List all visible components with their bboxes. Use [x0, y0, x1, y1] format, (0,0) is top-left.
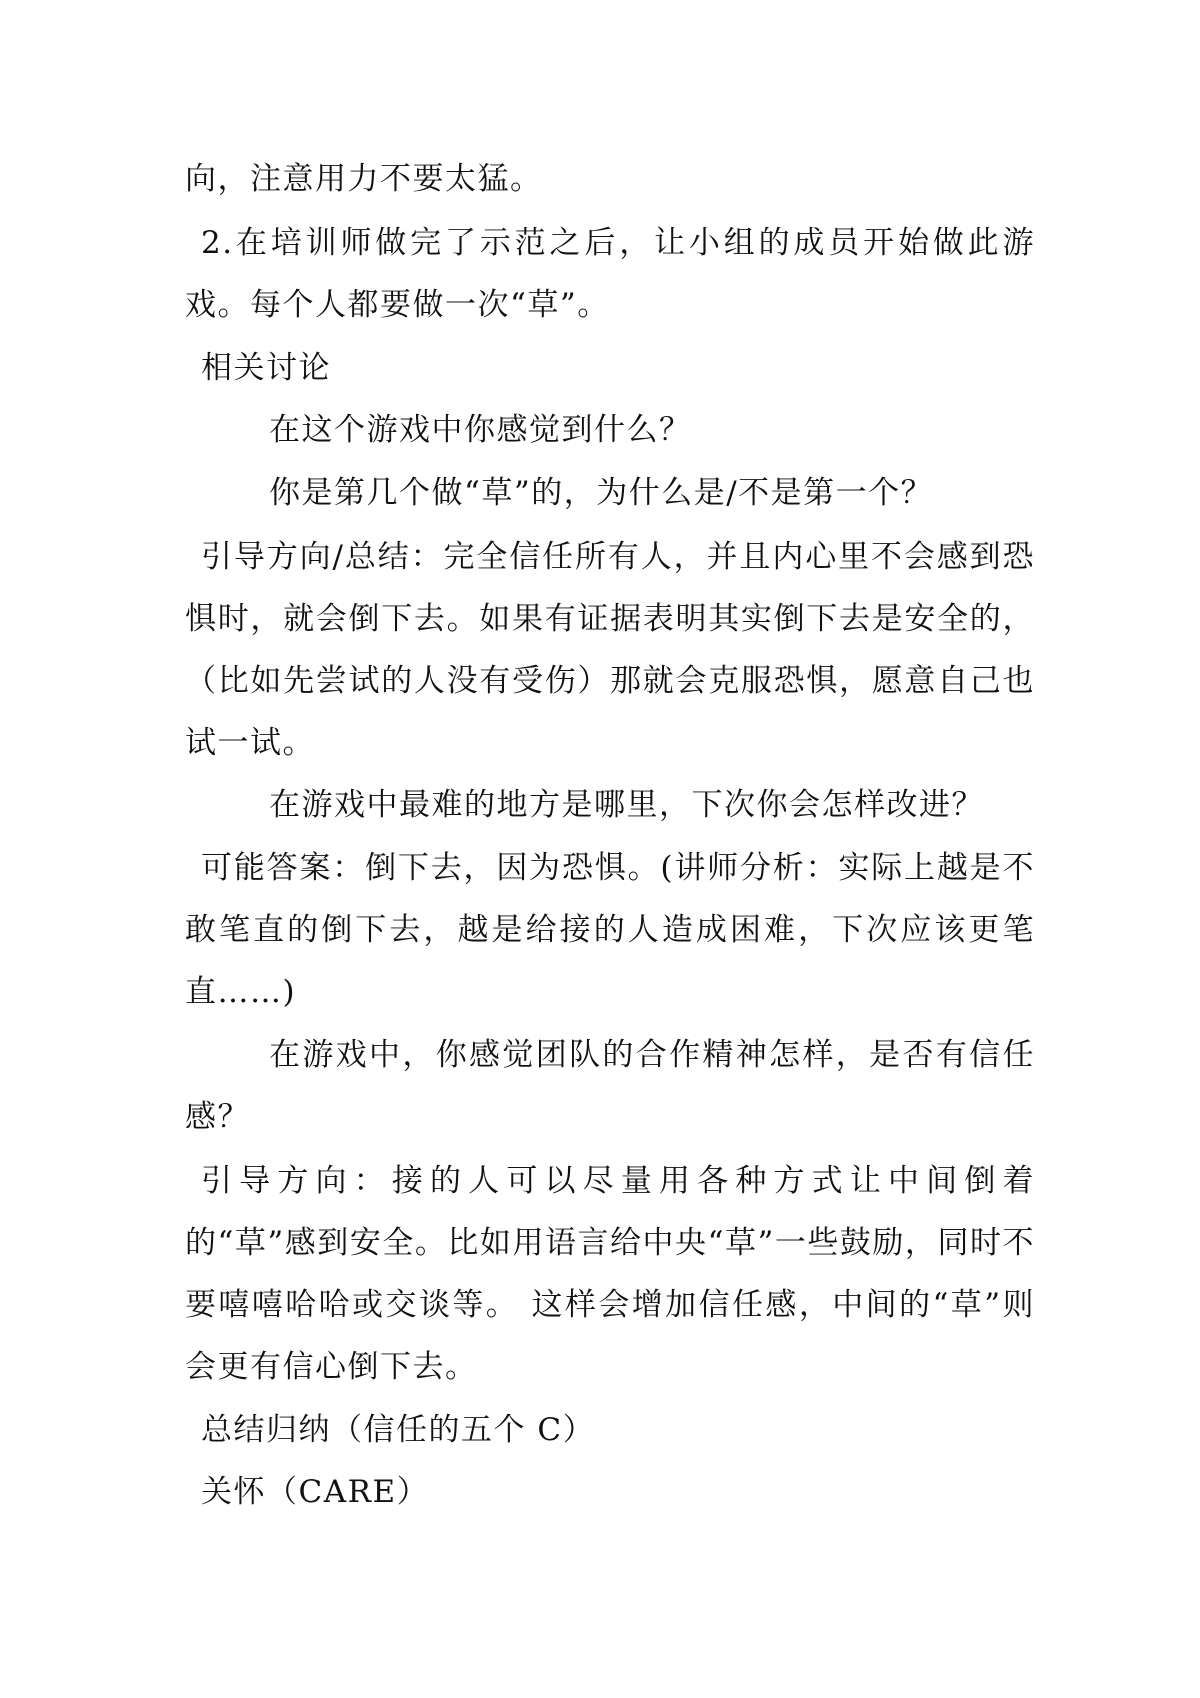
heading-summary: 总结归纳（信任的五个 C）: [201, 1412, 596, 1448]
paragraph-continuation: 向，注意用力不要太猛。: [185, 161, 543, 197]
question-1: 在这个游戏中你感觉到什么？: [269, 412, 692, 448]
possible-answer: 可能答案：倒下去，因为恐惧。(讲师分析：实际上越是不敢笔直的倒下去，越是给接的人造成困难，下次应该更笔直……): [185, 850, 1035, 1010]
question-4: 在游戏中，你感觉团队的合作精神怎样，是否有信任感？: [185, 1037, 1035, 1135]
question-3: 在游戏中最难的地方是哪里，下次你会怎样改进？: [269, 787, 984, 823]
heading-related-discussion: 相关讨论: [201, 350, 331, 386]
question-2: 你是第几个做“草”的，为什么是/不是第一个？: [269, 475, 934, 511]
guidance-direction: 引导方向：接的人可以尽量用各种方式让中间倒着的“草”感到安全。比如用语言给中央“草”一些鼓励，同时不要嘻嘻哈哈或交谈等。 这样会增加信任感，中间的“草”则会更有信心倒下去。: [185, 1163, 1035, 1385]
guidance-summary: 引导方向/总结：完全信任所有人，并且内心里不会感到恐惧时，就会倒下去。如果有证据表明其实倒下去是安全的，（比如先尝试的人没有受伤）那就会克服恐惧，愿意自己也试一试。: [185, 539, 1035, 761]
paragraph-step-2: 2.在培训师做完了示范之后，让小组的成员开始做此游戏。每个人都要做一次“草”。: [185, 225, 1035, 323]
item-care: 关怀（CARE）: [201, 1474, 430, 1510]
